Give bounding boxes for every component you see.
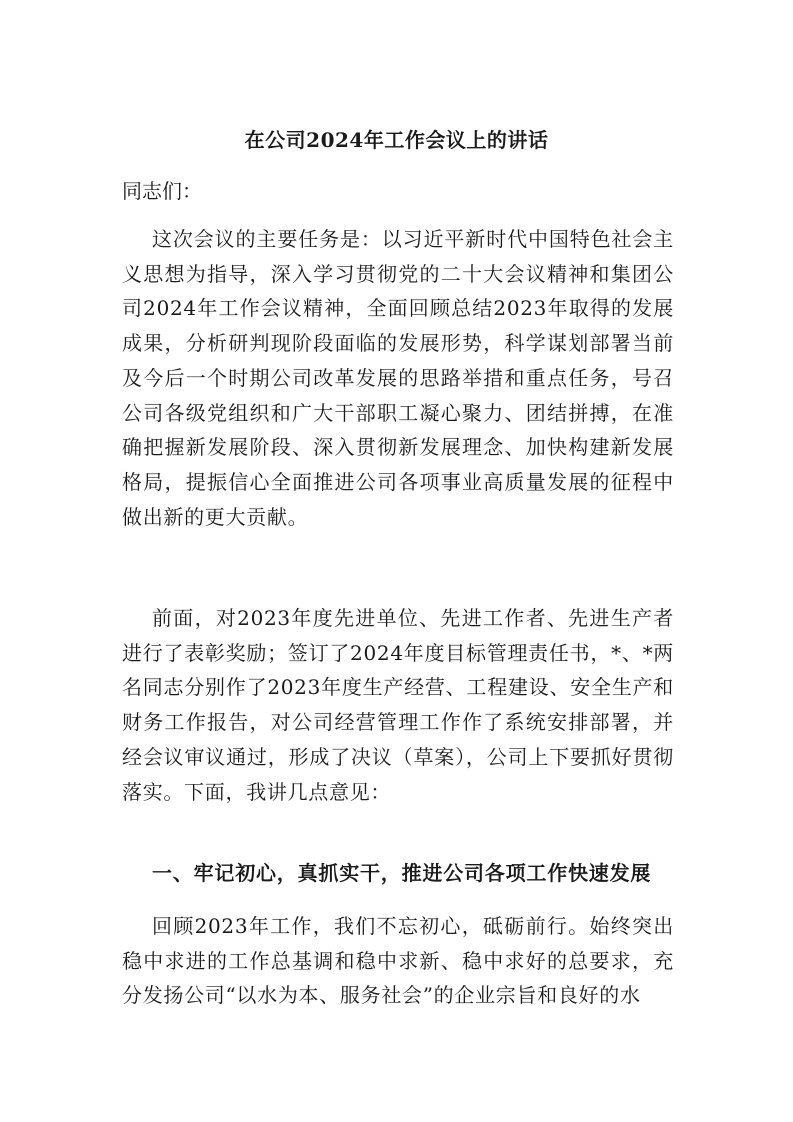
section-heading: 一、牢记初心，真抓实干，推进公司各项工作快速发展 (152, 861, 652, 885)
paragraph-review: 前面，对2023年度先进单位、先进工作者、先进生产者进行了表彰奖励；签订了2024年度目标管理责任书，*、*两名同志分别作了2023年度生产经营、工程建设、安全生产和财务工作报告，对公司经营管理工作作了系统安排部署，并经会议审议通过，形成了决议（草案），公司上下要抓好贯彻落实。下面，我讲几点意见： (122, 606, 674, 804)
paragraph-intro: 这次会议的主要任务是：以习近平新时代中国特色社会主义思想为指导，深入学习贯彻党的二十大会议精神和集团公司2024年工作会议精神，全面回顾总结2023年取得的发展成果，分析研判现阶段面临的发展形势，科学谋划部署当前及今后一个时期公司改革发展的思路举措和重点任务，号召公司各级党组织和广大干部职工凝心聚力、团结拼搏，在准确把握新发展阶段、深入贯彻新发展理念、加快构建新发展格局，提振信心全面推进公司各项事业高质量发展的征程中做出新的更大贡献。 (122, 227, 674, 529)
salutation: 同志们： (122, 179, 202, 203)
paragraph-section-one: 回顾2023年工作，我们不忘初心，砥砺前行。始终突出稳中求进的工作总基调和稳中求新、稳中求好的总要求，充分发扬公司“以水为本、服务社会”的企业宗旨和良好的水 (122, 914, 674, 1008)
document-title: 在公司2024年工作会议上的讲话 (244, 128, 549, 152)
